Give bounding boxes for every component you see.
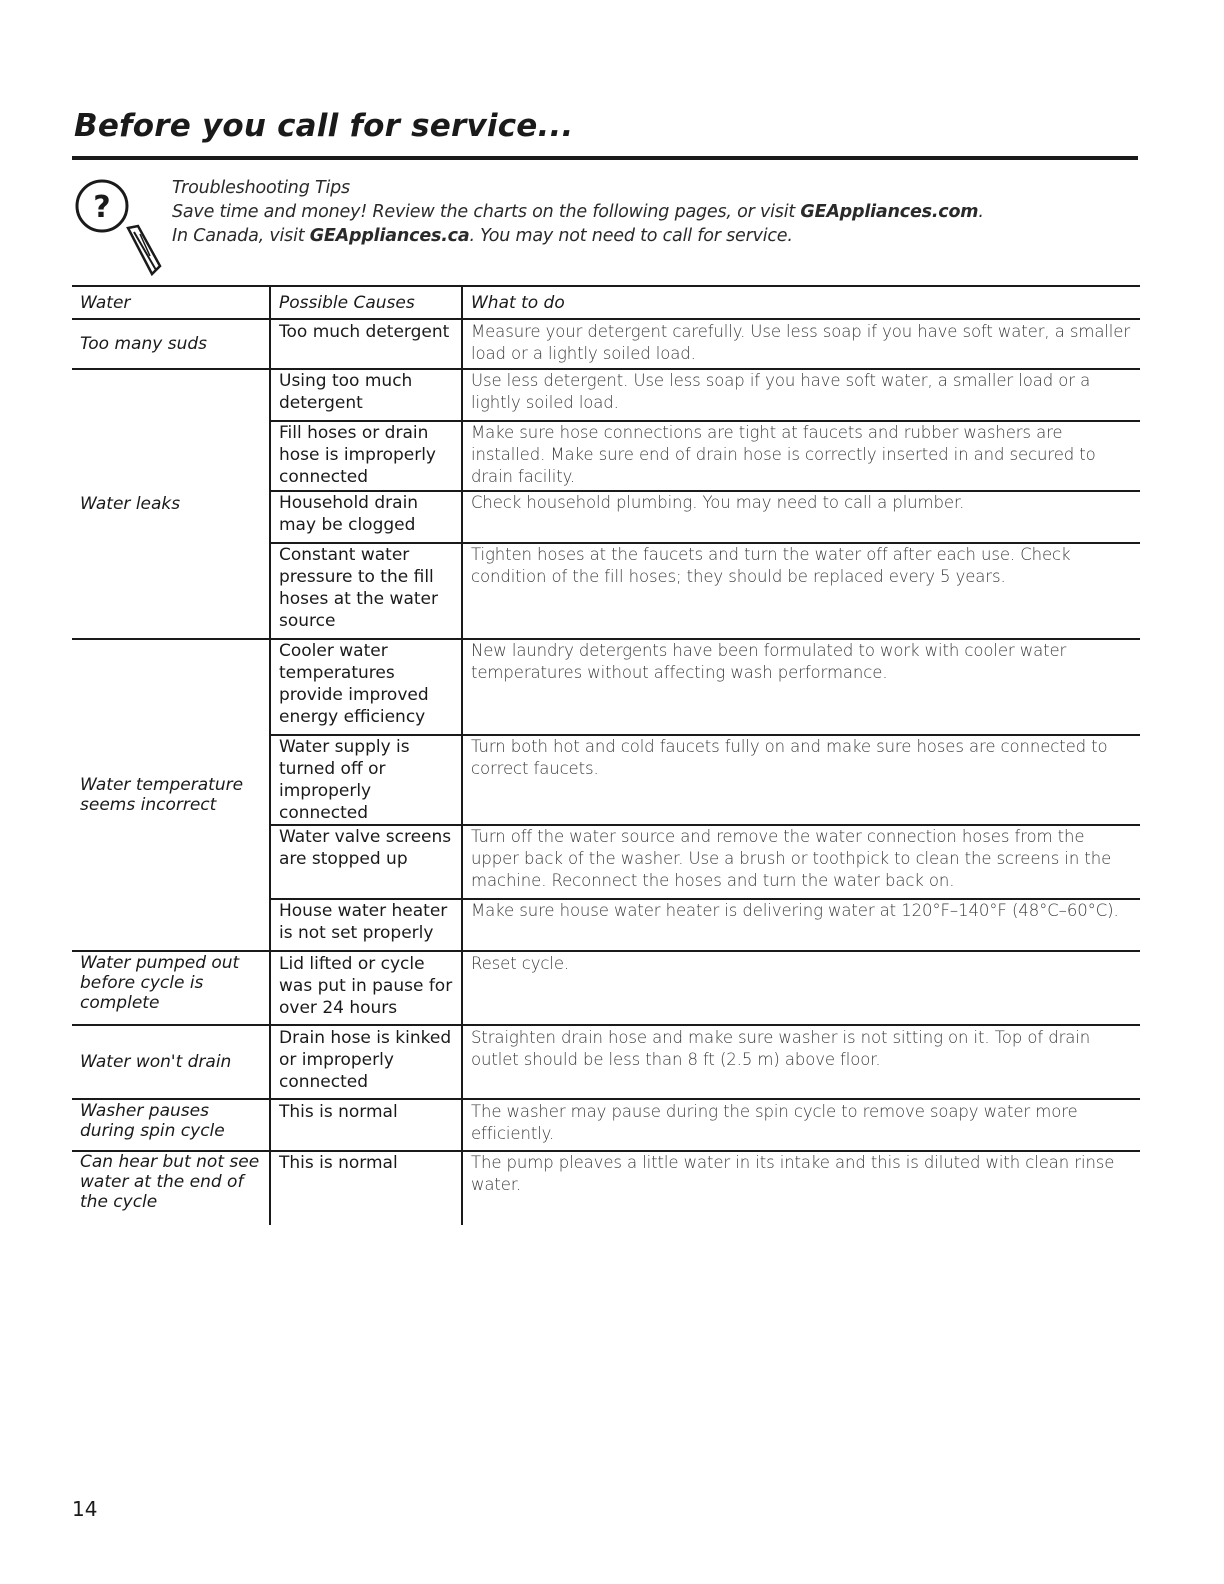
fix-cell: The pump pleaves a little water in its intake and this is diluted with clean rinse water. [471, 1153, 1115, 1194]
problem-cell: Washer pauses during spin cycle [72, 1099, 270, 1151]
problem-cell: Water leaks [72, 369, 270, 639]
page-number: 14 [72, 1497, 98, 1521]
tips-line-2-text: In Canada, visit [172, 226, 310, 246]
tips-line-1 [172, 200, 984, 224]
fix-cell: The washer may pause during the spin cycle to remove soapy water more efficiently. [462, 1099, 1140, 1151]
ge-appliances-link[interactable]: GEAppliances.com [800, 202, 979, 222]
header-problem: Water [72, 286, 270, 319]
problem-cell: Can hear but not see water at the end of the cycle [80, 1152, 260, 1212]
table-row [72, 1151, 1140, 1225]
fix-cell: Reset cycle. [462, 951, 1140, 1025]
cause-cell: Water valve screens are stopped up [270, 825, 462, 899]
header-possible-causes: Possible Causes [270, 286, 462, 319]
cause-cell: Too much detergent [270, 319, 462, 369]
problem-cell: Water won't drain [72, 1025, 270, 1099]
cause-cell: This is normal [270, 1151, 462, 1225]
cause-cell: Drain hose is kinked or improperly connected [270, 1025, 462, 1099]
fix-cell: Check household plumbing. You may need to call a plumber. [462, 491, 1140, 543]
tips-line-2 [172, 224, 984, 248]
fix-cell: Tighten hoses at the faucets and turn the water off after each use. Check condition of the fill hoses; they should be replaced every 5 years. [462, 543, 1140, 639]
fix-cell: Measure your detergent carefully. Use less soap if you have soft water, a smaller load or a lightly soiled load. [462, 319, 1140, 369]
svg-text:?: ? [93, 190, 111, 225]
fix-cell: Make sure house water heater is delivering water at 120°F–140°F (48°C–60°C). [462, 899, 1140, 951]
cause-cell: Using too much detergent [270, 369, 462, 421]
cause-cell: Water supply is turned off or improperly connected [270, 735, 462, 825]
fix-cell: New laundry detergents have been formulated to work with cooler water temperatures without affecting wash performance. [462, 639, 1140, 735]
cause-cell: Fill hoses or drain hose is improperly connected [270, 421, 462, 491]
table-row [72, 369, 1140, 421]
problem-cell: Water pumped out before cycle is complete [72, 951, 270, 1025]
cause-cell: This is normal [270, 1099, 462, 1151]
cause-cell: House water heater is not set properly [270, 899, 462, 951]
fix-cell: Turn both hot and cold faucets fully on and make sure hoses are connected to correct faucets. [462, 735, 1140, 825]
fix-cell: Turn off the water source and remove the water connection hoses from the upper back of the washer. Use a brush or toothpick to clean the screens in the machine. Reconnect the hoses and turn the water back on. [462, 825, 1140, 899]
table-row [72, 1025, 1140, 1099]
cause-cell: Lid lifted or cycle was put in pause for over 24 hours [270, 951, 462, 1025]
troubleshooting-tips [172, 176, 984, 248]
fix-cell: Make sure hose connections are tight at faucets and rubber washers are installed. Make sure end of drain hose is correctly inserted in and secured to drain facility. [462, 421, 1140, 491]
ge-appliances-canada-link[interactable]: GEAppliances.ca [309, 226, 470, 246]
problem-cell: Too many suds [72, 319, 270, 369]
tips-line-1-suffix: . [978, 202, 984, 222]
tips-heading: Troubleshooting Tips [172, 178, 350, 198]
cause-cell: Constant water pressure to the fill hoses at the water source [270, 543, 462, 639]
table-row [72, 1099, 1140, 1151]
tips-line-1-text: Save time and money! Review the charts on the following pages, or visit [172, 202, 801, 222]
table-row [72, 639, 1140, 735]
table-row [72, 319, 1140, 369]
tips-line-2-suffix: . You may not need to call for service. [469, 226, 793, 246]
cause-cell: Cooler water temperatures provide improved energy efficiency [270, 639, 462, 735]
troubleshooting-table [72, 285, 1140, 1225]
cause-cell: Household drain may be clogged [270, 491, 462, 543]
fix-cell: Straighten drain hose and make sure washer is not sitting on it. Top of drain outlet should be less than 8 ft (2.5 m) above floor. [462, 1025, 1140, 1099]
fix-cell: Use less detergent. Use less soap if you have soft water, a smaller load or a lightly soiled load. [462, 369, 1140, 421]
title-rule [72, 156, 1138, 160]
table-row [72, 951, 1140, 1025]
problem-cell: Water temperature seems incorrect [72, 639, 270, 951]
magnifier-question-icon [62, 170, 172, 280]
header-what-to-do: What to do [462, 286, 1140, 319]
table-header-row [72, 286, 1140, 319]
page-title: Before you call for service... [74, 108, 574, 144]
